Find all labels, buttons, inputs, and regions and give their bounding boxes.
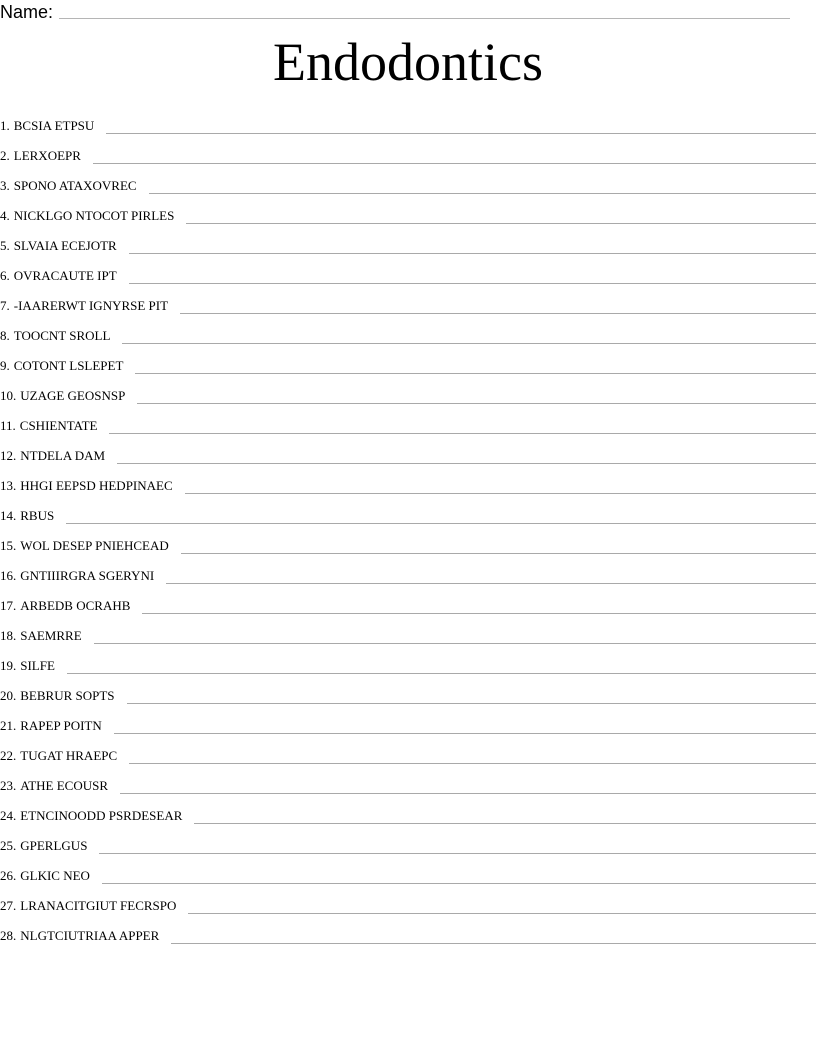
scrambled-letters: BCSIA ETPSU (13, 118, 95, 133)
scrambled-word (0, 328, 110, 344)
scrambled-letters: SILFE (20, 658, 55, 673)
item-number: 26. (0, 868, 17, 883)
scrambled-letters: NLGTCIUTRIAA APPER (20, 928, 160, 943)
answer-line[interactable] (135, 373, 816, 374)
scrambled-letters: NICKLGO NTOCOT PIRLES (13, 208, 175, 223)
item-number: 19. (0, 658, 17, 673)
answer-line[interactable] (122, 343, 816, 344)
item-number: 24. (0, 808, 17, 823)
item-number: 9. (0, 358, 10, 373)
item-number: 3. (0, 178, 10, 193)
list-item (0, 441, 816, 471)
item-number: 25. (0, 838, 17, 853)
answer-line[interactable] (181, 553, 816, 554)
list-item (0, 771, 816, 801)
scrambled-letters: BEBRUR SOPTS (20, 688, 115, 703)
item-number: 13. (0, 478, 17, 493)
answer-line[interactable] (129, 253, 816, 254)
scrambled-word (0, 868, 90, 884)
scrambled-word (0, 448, 105, 464)
list-item (0, 681, 816, 711)
scrambled-word (0, 598, 130, 614)
answer-line[interactable] (67, 673, 816, 674)
list-item (0, 141, 816, 171)
list-item (0, 741, 816, 771)
scrambled-word (0, 148, 81, 164)
name-row (0, 0, 790, 22)
answer-line[interactable] (114, 733, 816, 734)
list-item (0, 381, 816, 411)
scrambled-letters: OVRACAUTE IPT (13, 268, 117, 283)
scrambled-word (0, 208, 174, 224)
item-number: 1. (0, 118, 10, 133)
answer-line[interactable] (109, 433, 816, 434)
list-item (0, 111, 816, 141)
item-number: 6. (0, 268, 10, 283)
item-number: 23. (0, 778, 17, 793)
answer-line[interactable] (117, 463, 816, 464)
scrambled-word (0, 778, 108, 794)
item-number: 10. (0, 388, 17, 403)
scrambled-letters: ATHE ECOUSR (20, 778, 109, 793)
scrambled-word (0, 568, 154, 584)
item-number: 16. (0, 568, 17, 583)
scrambled-letters: LRANACITGIUT FECRSPO (20, 898, 177, 913)
answer-line[interactable] (93, 163, 816, 164)
list-item (0, 531, 816, 561)
scrambled-letters: ARBEDB OCRAHB (20, 598, 131, 613)
list-item (0, 801, 816, 831)
item-number: 8. (0, 328, 10, 343)
scrambled-letters: WOL DESEP PNIEHCEAD (20, 538, 169, 553)
answer-line[interactable] (99, 853, 816, 854)
answer-line[interactable] (102, 883, 816, 884)
list-item (0, 831, 816, 861)
scrambled-word (0, 418, 97, 434)
answer-line[interactable] (106, 133, 816, 134)
answer-line[interactable] (94, 643, 816, 644)
scrambled-letters: TOOCNT SROLL (13, 328, 111, 343)
list-item (0, 321, 816, 351)
answer-line[interactable] (185, 493, 816, 494)
scrambled-letters: GPERLGUS (20, 838, 88, 853)
item-number: 4. (0, 208, 10, 223)
scrambled-word (0, 388, 125, 404)
list-item (0, 351, 816, 381)
list-item (0, 171, 816, 201)
scrambled-letters: TUGAT HRAEPC (20, 748, 118, 763)
scrambled-word (0, 298, 168, 314)
answer-line[interactable] (120, 793, 816, 794)
scrambled-letters: SPONO ATAXOVREC (13, 178, 137, 193)
item-number: 15. (0, 538, 17, 553)
scrambled-letters: GLKIC NEO (20, 868, 90, 883)
list-item (0, 651, 816, 681)
scrambled-word (0, 838, 87, 854)
scrambled-letters: HHGI EEPSD HEDPINAEC (20, 478, 173, 493)
list-item (0, 591, 816, 621)
answer-line[interactable] (137, 403, 816, 404)
scrambled-letters: -IAARERWT IGNYRSE PIT (13, 298, 169, 313)
scrambled-word (0, 358, 123, 374)
worksheet-title: Endodontics (273, 32, 543, 92)
answer-line[interactable] (149, 193, 816, 194)
item-number: 11. (0, 418, 16, 433)
item-number: 17. (0, 598, 17, 613)
list-item (0, 231, 816, 261)
answer-line[interactable] (129, 283, 816, 284)
list-item (0, 201, 816, 231)
list-item (0, 471, 816, 501)
scrambled-word (0, 238, 117, 254)
scrambled-letters: GNTIIIRGRA SGERYNI (20, 568, 155, 583)
scrambled-letters: UZAGE GEOSNSP (20, 388, 126, 403)
scrambled-word (0, 748, 117, 764)
scrambled-letters: ETNCINOODD PSRDESEAR (20, 808, 183, 823)
name-label: Name: (0, 2, 54, 22)
scrambled-word (0, 478, 173, 494)
scrambled-letters: SAEMRRE (20, 628, 82, 643)
scrambled-letters: RAPEP POITN (20, 718, 102, 733)
answer-line[interactable] (188, 913, 816, 914)
scramble-word-list (0, 111, 816, 951)
scrambled-word (0, 658, 55, 674)
item-number: 7. (0, 298, 10, 313)
scrambled-word (0, 688, 115, 704)
list-item (0, 891, 816, 921)
item-number: 5. (0, 238, 10, 253)
list-item (0, 261, 816, 291)
list-item (0, 711, 816, 741)
scrambled-word (0, 118, 94, 134)
scrambled-word (0, 178, 137, 194)
scrambled-word (0, 718, 102, 734)
name-answer-line[interactable] (59, 18, 790, 19)
answer-line[interactable] (194, 823, 816, 824)
item-number: 2. (0, 148, 10, 163)
scrambled-letters: COTONT LSLEPET (13, 358, 124, 373)
scrambled-letters: RBUS (20, 508, 55, 523)
list-item (0, 921, 816, 951)
scrambled-letters: CSHIENTATE (19, 418, 98, 433)
item-number: 22. (0, 748, 17, 763)
list-item (0, 291, 816, 321)
scrambled-letters: SLVAIA ECEJOTR (13, 238, 117, 253)
list-item (0, 621, 816, 651)
scrambled-letters: NTDELA DAM (20, 448, 106, 463)
item-number: 21. (0, 718, 17, 733)
item-number: 20. (0, 688, 17, 703)
scrambled-word (0, 898, 176, 914)
item-number: 18. (0, 628, 17, 643)
list-item (0, 411, 816, 441)
answer-line[interactable] (142, 613, 816, 614)
scrambled-word (0, 508, 54, 524)
item-number: 14. (0, 508, 17, 523)
answer-line[interactable] (180, 313, 816, 314)
list-item (0, 561, 816, 591)
item-number: 12. (0, 448, 17, 463)
scrambled-word (0, 808, 182, 824)
answer-line[interactable] (186, 223, 816, 224)
item-number: 27. (0, 898, 17, 913)
item-number: 28. (0, 928, 17, 943)
scrambled-word (0, 268, 117, 284)
list-item (0, 861, 816, 891)
answer-line[interactable] (66, 523, 816, 524)
answer-line[interactable] (171, 943, 816, 944)
scrambled-word (0, 538, 169, 554)
scrambled-word (0, 928, 159, 944)
answer-line[interactable] (127, 703, 816, 704)
list-item (0, 501, 816, 531)
scrambled-letters: LERXOEPR (13, 148, 81, 163)
answer-line[interactable] (129, 763, 816, 764)
scrambled-word (0, 628, 82, 644)
answer-line[interactable] (166, 583, 816, 584)
